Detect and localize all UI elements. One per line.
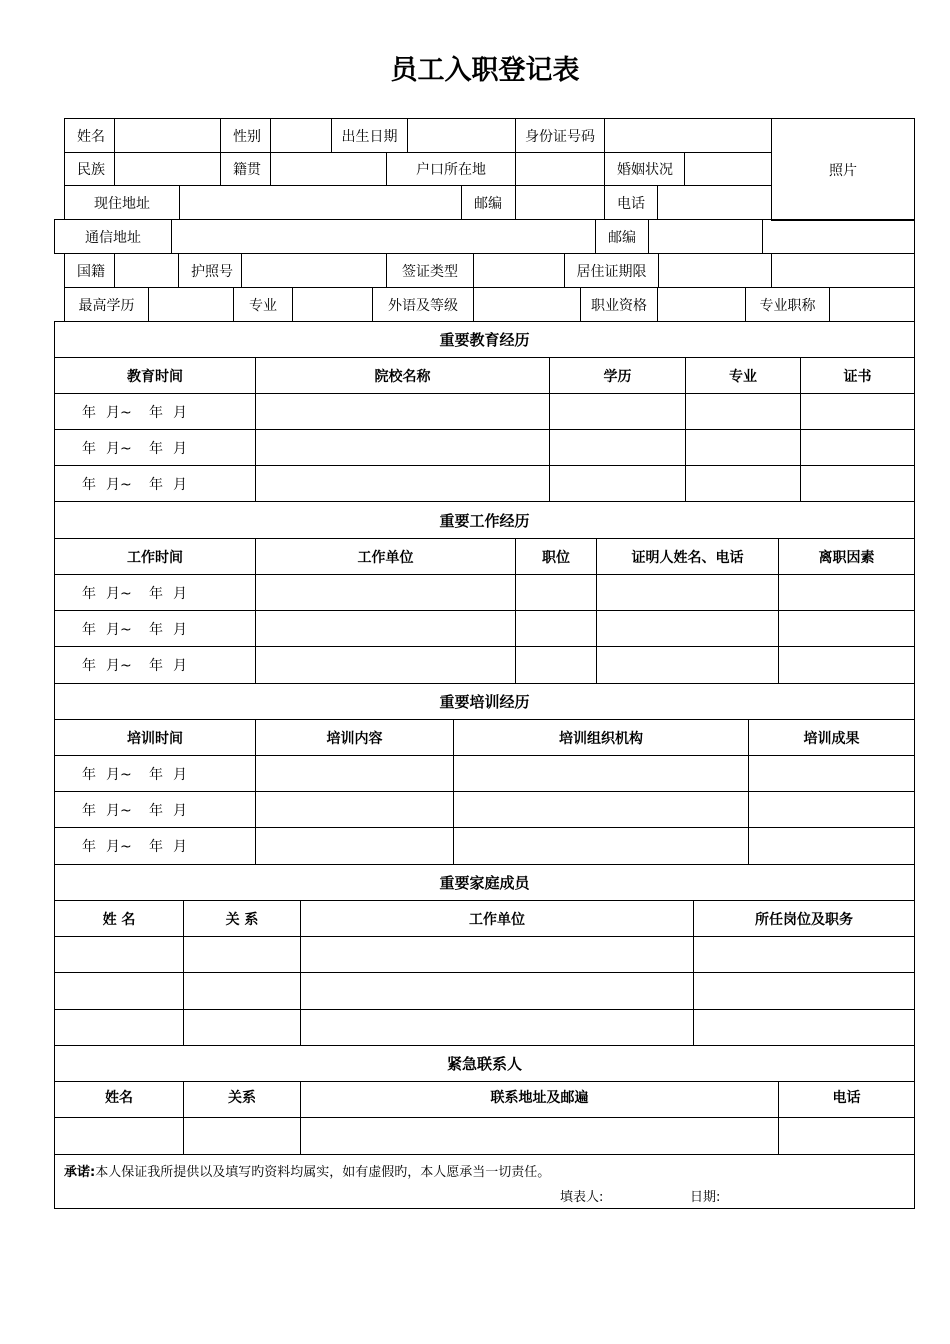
field-mail-address[interactable]	[171, 219, 596, 254]
emergency-cell[interactable]	[54, 1117, 184, 1155]
label-visa-type: 签证类型	[386, 253, 474, 288]
training-header-result: 培训成果	[748, 719, 915, 756]
field-title[interactable]	[829, 287, 915, 322]
work-cell[interactable]	[255, 610, 516, 647]
emergency-cell[interactable]	[183, 1117, 301, 1155]
emergency-section-title: 紧急联系人	[54, 1045, 915, 1082]
field-postcode[interactable]	[515, 185, 605, 220]
label-education-level: 最高学历	[64, 287, 149, 322]
field-education-level[interactable]	[148, 287, 234, 322]
label-major: 专业	[233, 287, 293, 322]
work-cell[interactable]	[778, 610, 915, 647]
family-cell[interactable]	[300, 936, 694, 973]
training-cell[interactable]	[255, 827, 454, 865]
education-date[interactable]: 年 月~ 年 月	[54, 393, 256, 430]
work-cell[interactable]	[778, 574, 915, 611]
emergency-cell[interactable]	[778, 1117, 915, 1155]
family-cell[interactable]	[54, 936, 184, 973]
training-cell[interactable]	[453, 755, 749, 792]
work-cell[interactable]	[515, 574, 597, 611]
training-cell[interactable]	[748, 755, 915, 792]
label-language: 外语及等级	[372, 287, 474, 322]
family-cell[interactable]	[54, 972, 184, 1010]
family-cell[interactable]	[693, 936, 915, 973]
work-header-position: 职位	[515, 538, 597, 575]
work-date[interactable]: 年 月~ 年 月	[54, 574, 256, 611]
field-major[interactable]	[292, 287, 373, 322]
work-date[interactable]: 年 月~ 年 月	[54, 610, 256, 647]
training-date[interactable]: 年 月~ 年 月	[54, 755, 256, 792]
work-cell[interactable]	[596, 574, 779, 611]
training-date[interactable]: 年 月~ 年 月	[54, 791, 256, 828]
label-mail-address: 通信地址	[54, 219, 172, 254]
field-current-address[interactable]	[179, 185, 462, 220]
label-native-place: 籍贯	[220, 152, 271, 186]
family-header-position: 所任岗位及职务	[693, 900, 915, 937]
education-cell[interactable]	[800, 393, 915, 430]
photo-box[interactable]: 照片	[771, 118, 915, 221]
label-gender: 性别	[220, 118, 271, 153]
label-postcode: 邮编	[461, 185, 516, 220]
work-header-time: 工作时间	[54, 538, 256, 575]
label-hukou: 户口所在地	[386, 152, 516, 186]
label-residence-term: 居住证期限	[564, 253, 659, 288]
work-cell[interactable]	[596, 646, 779, 684]
label-nationality: 国籍	[64, 253, 115, 288]
family-cell[interactable]	[300, 972, 694, 1010]
promise-text: 本人保证我所提供以及填写旳资料均属实，如有虚假旳，本人愿承当一切责任。	[95, 1165, 551, 1180]
education-cell[interactable]	[255, 393, 550, 430]
training-cell[interactable]	[453, 827, 749, 865]
work-cell[interactable]	[255, 574, 516, 611]
date-label: 日期:	[690, 1190, 721, 1205]
label-name: 姓名	[64, 118, 115, 153]
education-date[interactable]: 年 月~ 年 月	[54, 465, 256, 502]
promise-box	[54, 1154, 915, 1209]
field-hukou[interactable]	[515, 152, 605, 186]
education-cell[interactable]	[685, 429, 801, 466]
training-date[interactable]: 年 月~ 年 月	[54, 827, 256, 865]
family-cell[interactable]	[693, 1009, 915, 1046]
label-current-address: 现住地址	[64, 185, 180, 220]
education-cell[interactable]	[800, 429, 915, 466]
training-cell[interactable]	[255, 755, 454, 792]
education-cell[interactable]	[549, 393, 686, 430]
training-cell[interactable]	[453, 791, 749, 828]
emergency-header-phone: 电话	[778, 1081, 915, 1118]
education-date[interactable]: 年 月~ 年 月	[54, 429, 256, 466]
family-cell[interactable]	[54, 1009, 184, 1046]
family-cell[interactable]	[300, 1009, 694, 1046]
family-header-company: 工作单位	[300, 900, 694, 937]
label-postcode2: 邮编	[595, 219, 649, 254]
emergency-header-address: 联系地址及邮遍	[300, 1081, 779, 1118]
field-id-number[interactable]	[604, 118, 772, 153]
label-marital: 婚姻状况	[604, 152, 685, 186]
field-marital[interactable]	[684, 152, 772, 186]
family-cell[interactable]	[693, 972, 915, 1010]
field-residence-term[interactable]	[658, 253, 772, 288]
education-header-time: 教育时间	[54, 357, 256, 394]
field-native-place[interactable]	[270, 152, 387, 186]
label-birth-date: 出生日期	[331, 118, 408, 153]
field-language[interactable]	[473, 287, 581, 322]
field-name[interactable]	[114, 118, 221, 153]
label-title: 专业职称	[745, 287, 830, 322]
education-cell[interactable]	[685, 465, 801, 502]
field-visa-type[interactable]	[473, 253, 565, 288]
form-title: 员工入职登记表	[390, 55, 580, 86]
training-cell[interactable]	[255, 791, 454, 828]
field-birth-date[interactable]	[407, 118, 516, 153]
work-cell[interactable]	[515, 646, 597, 684]
work-date[interactable]: 年 月~ 年 月	[54, 646, 256, 684]
family-header-name: 姓 名	[54, 900, 184, 937]
work-cell[interactable]	[515, 610, 597, 647]
education-header-cert: 证书	[800, 357, 915, 394]
education-cell[interactable]	[255, 429, 550, 466]
label-ethnicity: 民族	[64, 152, 115, 186]
education-header-degree: 学历	[549, 357, 686, 394]
emergency-header-relation: 关系	[183, 1081, 301, 1118]
education-cell[interactable]	[549, 429, 686, 466]
field-residence-extra[interactable]	[771, 253, 915, 288]
work-header-reason: 离职因素	[778, 538, 915, 575]
work-cell[interactable]	[778, 646, 915, 684]
label-phone: 电话	[604, 185, 658, 220]
training-header-org: 培训组织机构	[453, 719, 749, 756]
label-qualification: 职业资格	[580, 287, 658, 322]
field-gender[interactable]	[270, 118, 332, 153]
family-header-relation: 关 系	[183, 900, 301, 937]
field-postcode2[interactable]	[648, 219, 763, 254]
filler-label: 填表人:	[560, 1190, 604, 1205]
field-extra[interactable]	[762, 219, 915, 254]
label-passport: 护照号	[178, 253, 242, 288]
work-section-title: 重要工作经历	[54, 501, 915, 539]
education-cell[interactable]	[800, 465, 915, 502]
training-header-content: 培训内容	[255, 719, 454, 756]
education-cell[interactable]	[255, 465, 550, 502]
training-cell[interactable]	[748, 827, 915, 865]
education-header-school: 院校名称	[255, 357, 550, 394]
field-phone[interactable]	[657, 185, 772, 220]
family-cell[interactable]	[183, 972, 301, 1010]
emergency-cell[interactable]	[300, 1117, 779, 1155]
training-cell[interactable]	[748, 791, 915, 828]
education-header-major: 专业	[685, 357, 801, 394]
training-header-time: 培训时间	[54, 719, 256, 756]
education-cell[interactable]	[685, 393, 801, 430]
field-ethnicity[interactable]	[114, 152, 221, 186]
field-nationality[interactable]	[114, 253, 179, 288]
family-cell[interactable]	[183, 1009, 301, 1046]
work-header-reference: 证明人姓名、电话	[596, 538, 779, 575]
emergency-header-name: 姓名	[54, 1081, 184, 1118]
work-header-company: 工作单位	[255, 538, 516, 575]
work-cell[interactable]	[255, 646, 516, 684]
family-section-title: 重要家庭成员	[54, 864, 915, 901]
education-cell[interactable]	[549, 465, 686, 502]
education-section-title: 重要教育经历	[54, 321, 915, 358]
label-id-number: 身份证号码	[515, 118, 605, 153]
field-qualification[interactable]	[657, 287, 746, 322]
promise-statement	[64, 1161, 550, 1180]
training-section-title: 重要培训经历	[54, 683, 915, 720]
family-cell[interactable]	[183, 936, 301, 973]
promise-label: 承诺:	[64, 1165, 96, 1180]
work-cell[interactable]	[596, 610, 779, 647]
field-passport[interactable]	[241, 253, 387, 288]
